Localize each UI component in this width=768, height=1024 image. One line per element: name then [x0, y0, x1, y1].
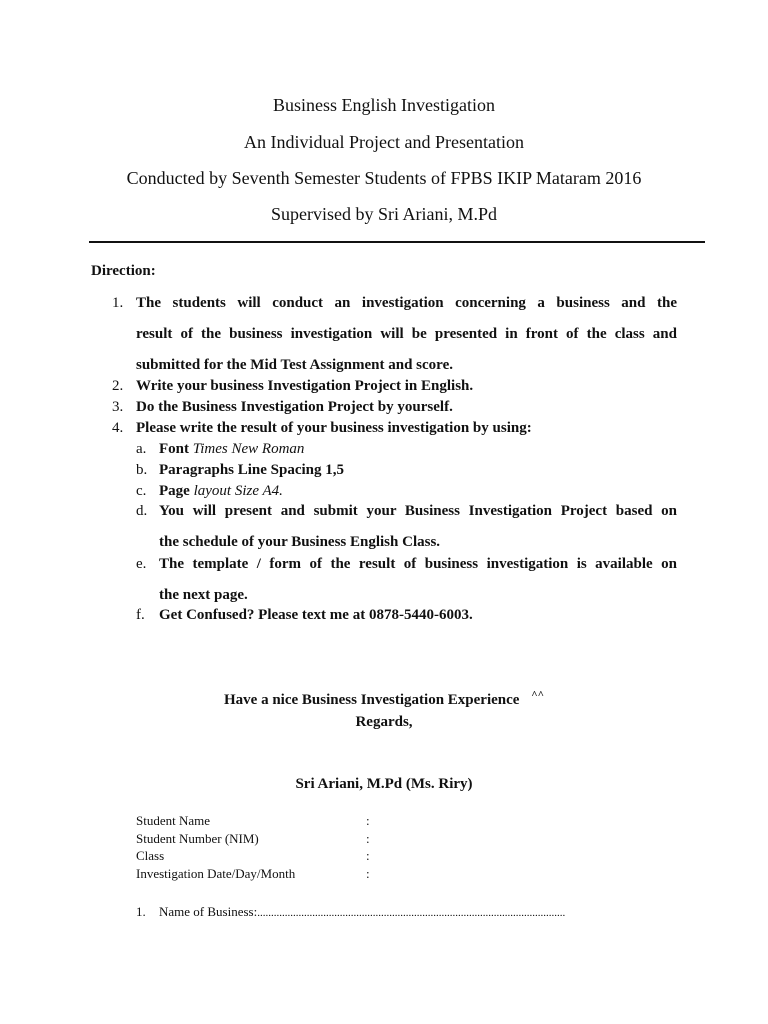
- form-item-number: 1.: [136, 904, 146, 919]
- item-number: 3.: [112, 399, 124, 415]
- subitem-letter: d.: [136, 503, 148, 519]
- form-field-label: Investigation Date/Day/Month: [136, 866, 296, 881]
- item-3-lead: Do the Business Investigation Project by: [136, 399, 398, 415]
- form-field-label: Class: [136, 848, 165, 863]
- subitem-letter: f.: [136, 607, 145, 623]
- subitem-letter: a.: [136, 441, 147, 457]
- form-item-label: Name of Business:: [159, 904, 258, 919]
- document-title: Business English Investigation: [273, 95, 495, 115]
- item-3-emphasis: yourself.: [397, 399, 453, 415]
- form-field-colon: :: [366, 831, 370, 846]
- header-divider: [89, 241, 705, 243]
- subitem-b-text: Paragraphs Line Spacing 1,5: [159, 462, 345, 478]
- item-1-line-1: The students will conduct an investigation concerning a business and the: [136, 295, 677, 311]
- item-number: 4.: [112, 420, 124, 436]
- item-2-suffix: .: [469, 378, 474, 394]
- closing-greeting-line: [0, 689, 768, 709]
- form-field-colon: :: [366, 866, 370, 881]
- form-item-dots: ................................................................................................................: [257, 907, 566, 919]
- subitem-letter: c.: [136, 483, 147, 499]
- item-2-text: [136, 378, 473, 395]
- form-field-colon: :: [366, 813, 370, 828]
- document-subtitle: An Individual Project and Presentation: [244, 132, 524, 152]
- subitem-e-line-1: The template / form of the result of business investigation is available on: [159, 556, 677, 572]
- document-conducted-by: Conducted by Seventh Semester Students of FPBS IKIP Mataram 2016: [126, 168, 642, 188]
- document-supervisor: Supervised by Sri Ariani, M.Pd: [270, 204, 497, 224]
- subitem-letter: e.: [136, 556, 147, 572]
- item-3-text: [136, 399, 453, 416]
- subitem-a-value: Times New Roman: [192, 441, 305, 457]
- subitem-c-label: Page: [159, 483, 194, 499]
- subitem-letter: b.: [136, 462, 148, 478]
- form-field-label: Student Number (NIM): [136, 831, 259, 846]
- subitem-d-line-1: You will present and submit your Business Investigation Project based on: [159, 503, 677, 519]
- subitem-d-line-2: the schedule of your Business English Class.: [159, 534, 441, 550]
- item-1-line-2: result of the business investigation will be presented in front of the class and: [136, 326, 677, 342]
- item-2-lead: Write your business Investigation Project in: [136, 378, 422, 394]
- closing-regards: Regards,: [355, 714, 413, 730]
- closing-greeting: Have a nice Business Investigation Experience: [224, 692, 520, 708]
- closing-signature: Sri Ariani, M.Pd (Ms. Riry): [295, 776, 473, 792]
- subitem-a-label: Font: [159, 441, 193, 457]
- form-field-colon: :: [366, 848, 370, 863]
- emoticon: ^^: [531, 689, 544, 701]
- item-4-text: Please write the result of your business investigation by using:: [136, 420, 532, 436]
- form-field-label: Student Name: [136, 813, 211, 828]
- item-2-emphasis: English: [421, 378, 470, 394]
- subitem-e-line-2: the next page.: [159, 587, 248, 603]
- subitem-c-value: layout Size A4.: [193, 483, 283, 499]
- item-number: 2.: [112, 378, 124, 394]
- subitem-f-text: Get Confused? Please text me at 0878-5440-6003.: [159, 607, 473, 623]
- item-number: 1.: [112, 295, 124, 311]
- form-item-business: [136, 904, 565, 920]
- subitem-c-text: [159, 483, 283, 500]
- direction-heading: Direction:: [91, 263, 156, 279]
- item-1-line-3: submitted for the Mid Test Assignment and score.: [136, 357, 453, 373]
- subitem-a-text: [159, 441, 304, 458]
